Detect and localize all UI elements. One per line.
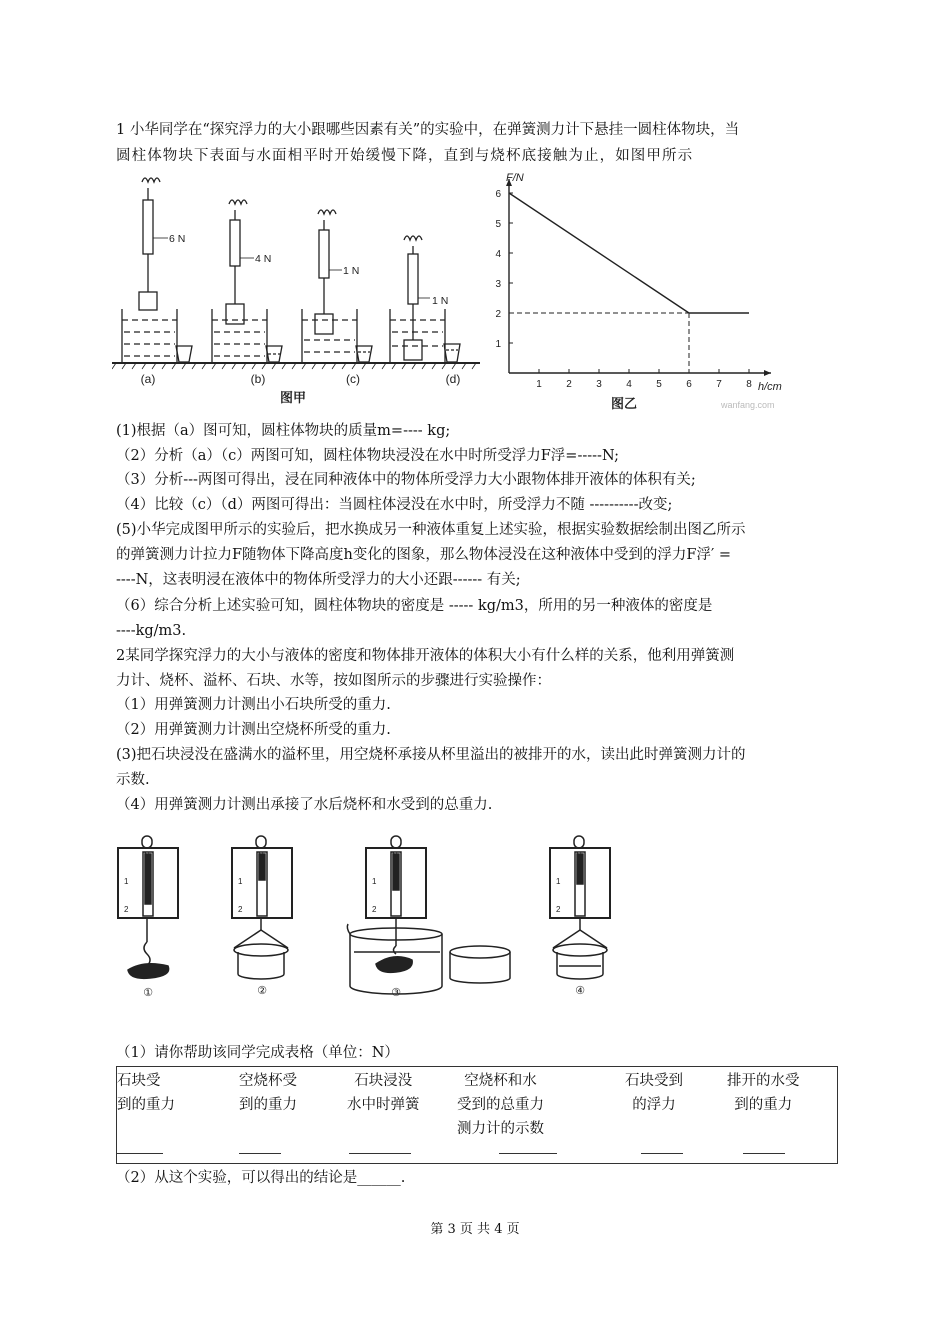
y-tick-label: 2 [495,309,501,320]
reading-b: 4 N [255,253,272,265]
scale2-mark2: 2 [238,905,243,914]
fig-jia-caption: 图甲 [279,390,307,405]
x-tick-label: 4 [626,379,632,390]
scale2-mark1: 1 [238,877,243,886]
q1-intro-line1: 1 小华同学在“探究浮力的大小跟哪些因素有关”的实验中，在弹簧测力计下悬挂一圆柱体物块，当 [116,122,740,138]
x-tick-label: 5 [656,379,662,390]
x-tick-label: 2 [566,379,572,390]
q1-p4: （4）比较（c）（d）两图可得出：当圆柱体浸没在水中时，所受浮力不随 ----------改变; [116,497,673,513]
figure-jia [112,170,482,410]
q1-p3: （3）分析---两图可得出，浸在同种液体中的物体所受浮力大小跟物体排开液体的体积有关; [116,472,696,488]
page-footer: 第 3 页 共 4 页 [430,1222,520,1237]
y-axis-label: F/N [506,172,524,184]
scale1-mark2: 2 [124,905,129,914]
fig-label-1: ① [143,986,153,999]
y-tick-label: 6 [495,189,501,200]
blank-1[interactable] [117,1153,163,1154]
fig-yi-caption: 图乙 [610,396,638,411]
panel-b [212,200,282,363]
blank-6[interactable] [743,1153,785,1154]
q1-p1: (1)根据（a）图可知，圆柱体物块的质量m=---- kg; [116,423,451,439]
x-axis-label: h/cm [758,381,782,393]
table-header-beaker-weight: 空烧杯受 到的重力 [239,1073,297,1113]
fig-label-2: ② [257,984,267,997]
watermark: wanfang.com [721,400,775,410]
fig-label-4: ④ [575,984,585,997]
series-line [509,193,749,313]
x-tick-label: 7 [716,379,722,390]
q2-step3a: (3)把石块浸没在盛满水的溢杯里，用空烧杯承接从杯里溢出的被排开的水，读出此时弹簧测力计的 [116,747,746,763]
q1-intro-line2: 圆柱体物块下表面与水面相平时开始缓慢下降，直到与烧杯底接触为止，如图甲所示 [116,148,694,164]
panel-d [390,236,460,363]
scale-3 [347,836,510,994]
x-axis-arrow [764,370,771,376]
panel-label-d: (d) [445,372,461,386]
table-header-displaced-water: 排开的水受 到的重力 [727,1073,800,1113]
scale3-mark1: 1 [372,877,377,886]
scale4-unit: N [576,851,582,860]
reading-c: 1 N [343,265,360,277]
y-tick-label: 5 [495,219,501,230]
scale1-mark1: 1 [124,877,129,886]
scale3-unit: N [392,851,398,860]
blank-4[interactable] [499,1153,557,1154]
panel-label-b: (b) [250,372,266,386]
blank-3[interactable] [349,1153,411,1154]
x-tick-label: 1 [536,379,542,390]
panel-label-c: (c) [346,372,360,386]
panel-label-a: (a) [140,372,156,386]
q1-p6b: ----kg/m3. [116,623,187,639]
x-tick-label: 3 [596,379,602,390]
q1-p5b: 的弹簧测力计拉力F随物体下降高度h变化的图象，那么物体浸没在这种液体中受到的浮力F浮′ = [116,547,732,563]
x-tick-label: 6 [686,379,692,390]
fig-label-3: ③ [391,986,401,999]
q2-step2: （2）用弹簧测力计测出空烧杯所受的重力. [116,722,391,738]
q1-p5a: (5)小华完成图甲所示的实验后，把水换成另一种液体重复上述实验，根据实验数据绘制出图乙所示 [116,522,746,538]
table-prompt: （1）请你帮助该同学完成表格（单位：N） [116,1045,399,1061]
x-tick-label: 8 [746,379,752,390]
reading-a: 6 N [169,233,186,245]
scale1-unit: N [144,851,150,860]
q2-conclusion: （2）从这个实验，可以得出的结论是______. [116,1170,406,1186]
scale4-mark1: 1 [556,877,561,886]
table-header-buoyancy: 石块受到 的浮力 [625,1073,683,1113]
result-table [116,1066,838,1164]
y-tick-label: 3 [495,279,501,290]
y-tick-label: 4 [495,249,501,260]
panel-a [122,178,192,363]
panel-c [302,210,372,363]
blank-2[interactable] [239,1153,281,1154]
q1-p5c: ----N，这表明浸在液体中的物体所受浮力的大小还跟------ 有关; [116,572,521,588]
q2-intro-line1: 2某同学探究浮力的大小与液体的密度和物体排开液体的体积大小有什么样的关系，他利用弹簧测 [116,648,735,664]
figure-yi-chart [486,168,790,414]
table-header-stone-weight: 石块受 到的重力 [117,1073,175,1113]
scale4-mark2: 2 [556,905,561,914]
q2-step4: （4）用弹簧测力计测出承接了水后烧杯和水受到的总重力. [116,797,493,813]
reading-d: 1 N [432,295,449,307]
table-header-immersed-reading: 石块浸没 水中时弹簧 [347,1073,420,1113]
table-header-total-weight: 空烧杯和水 受到的总重力 测力计的示数 [457,1073,544,1137]
scale3-mark2: 2 [372,905,377,914]
blank-5[interactable] [641,1153,683,1154]
q2-step1: （1）用弹簧测力计测出小石块所受的重力. [116,697,391,713]
figure-spring-scales [104,830,624,1000]
q2-step3b: 示数. [116,772,150,788]
scale2-unit: N [258,851,264,860]
q1-p2: （2）分析（a）（c）两图可知，圆柱体物块浸没在水中时所受浮力F浮=-----N; [116,448,620,464]
q2-intro-line2: 力计、烧杯、溢杯、石块、水等，按如图所示的步骤进行实验操作： [116,673,551,689]
y-tick-label: 1 [495,339,501,350]
q1-p6a: （6）综合分析上述实验可知，圆柱体物块的密度是 ----- kg/m3，所用的另一种液体的密度是 [116,598,713,614]
